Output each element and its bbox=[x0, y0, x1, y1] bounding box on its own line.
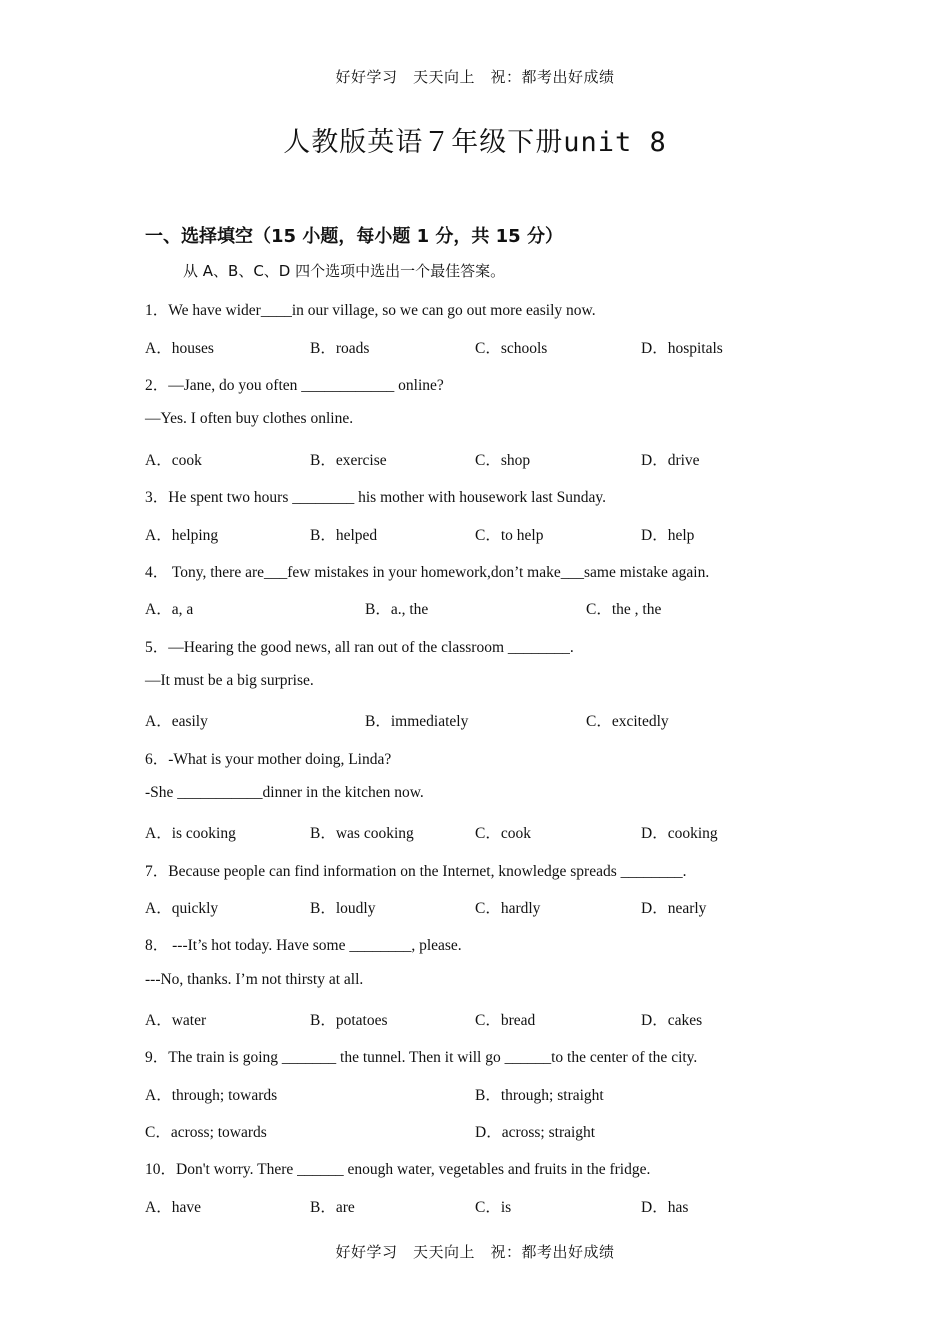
question-4-stem: 4． Tony, there are___few mistakes in your homework,don’t make___same mistake again. bbox=[145, 564, 710, 581]
q10-option-a[interactable]: A．have bbox=[145, 1199, 201, 1216]
q2-option-c[interactable]: C．shop bbox=[475, 452, 531, 469]
q10-option-d[interactable]: D．has bbox=[641, 1199, 689, 1216]
q9-option-b[interactable]: B．through; straight bbox=[475, 1087, 604, 1104]
q7-option-b[interactable]: B．loudly bbox=[310, 900, 376, 917]
instruction: 从 A、B、C、D 四个选项中选出一个最佳答案。 bbox=[183, 262, 506, 280]
q4-option-b[interactable]: B．a., the bbox=[365, 601, 429, 618]
question-2-dialogue: —Yes. I often buy clothes online. bbox=[145, 410, 354, 427]
title-chinese: 人教版英语７年级下册 bbox=[283, 127, 564, 158]
q10-option-c[interactable]: C．is bbox=[475, 1199, 512, 1216]
q8-option-b[interactable]: B．potatoes bbox=[310, 1012, 388, 1029]
q2-option-d[interactable]: D．drive bbox=[641, 452, 700, 469]
question-6-stem: 6．-What is your mother doing, Linda? bbox=[145, 751, 392, 768]
q9-option-c[interactable]: C．across; towards bbox=[145, 1124, 267, 1141]
q10-option-b[interactable]: B．are bbox=[310, 1199, 355, 1216]
q5-option-a[interactable]: A．easily bbox=[145, 713, 208, 730]
q2-option-a[interactable]: A．cook bbox=[145, 452, 202, 469]
q4-option-a[interactable]: A．a, a bbox=[145, 601, 194, 618]
q6-option-b[interactable]: B．was cooking bbox=[310, 825, 414, 842]
q6-option-c[interactable]: C．cook bbox=[475, 825, 531, 842]
question-7-stem: 7．Because people can find information on the Internet, knowledge spreads ________. bbox=[145, 863, 687, 880]
title-unit: unit 8 bbox=[563, 127, 667, 158]
page-header: 好好学习 天天向上 祝：都考出好成绩 bbox=[335, 68, 615, 86]
question-1-stem: 1．We have wider____in our village, so we can go out more easily now. bbox=[145, 302, 596, 319]
q8-option-c[interactable]: C．bread bbox=[475, 1012, 536, 1029]
q3-option-d[interactable]: D．help bbox=[641, 527, 695, 544]
question-9-stem: 9．The train is going _______ the tunnel. Then it will go ______to the center of the city. bbox=[145, 1049, 698, 1066]
q3-option-c[interactable]: C．to help bbox=[475, 527, 544, 544]
question-8-stem: 8． ---It’s hot today. Have some ________, please. bbox=[145, 937, 462, 954]
q1-option-a[interactable]: A．houses bbox=[145, 340, 214, 357]
q1-option-c[interactable]: C．schools bbox=[475, 340, 548, 357]
page-title bbox=[0, 120, 950, 159]
q1-option-b[interactable]: B．roads bbox=[310, 340, 370, 357]
q6-option-d[interactable]: D．cooking bbox=[641, 825, 718, 842]
q1-option-d[interactable]: D．hospitals bbox=[641, 340, 723, 357]
question-3-stem: 3．He spent two hours ________ his mother with housework last Sunday. bbox=[145, 489, 606, 506]
q3-option-a[interactable]: A．helping bbox=[145, 527, 219, 544]
q5-option-b[interactable]: B．immediately bbox=[365, 713, 469, 730]
q9-option-a[interactable]: A．through; towards bbox=[145, 1087, 278, 1104]
question-2-stem: 2．—Jane, do you often ____________ online? bbox=[145, 377, 444, 394]
q8-option-d[interactable]: D．cakes bbox=[641, 1012, 703, 1029]
question-8-dialogue: ---No, thanks. I’m not thirsty at all. bbox=[145, 971, 364, 988]
q9-option-d[interactable]: D．across; straight bbox=[475, 1124, 596, 1141]
q8-option-a[interactable]: A．water bbox=[145, 1012, 207, 1029]
question-5-stem: 5．—Hearing the good news, all ran out of the classroom ________. bbox=[145, 639, 574, 656]
q2-option-b[interactable]: B．exercise bbox=[310, 452, 387, 469]
q6-option-a[interactable]: A．is cooking bbox=[145, 825, 236, 842]
question-5-dialogue: —It must be a big surprise. bbox=[145, 672, 314, 689]
q3-option-b[interactable]: B．helped bbox=[310, 527, 378, 544]
q7-option-c[interactable]: C．hardly bbox=[475, 900, 541, 917]
q5-option-c[interactable]: C．excitedly bbox=[586, 713, 669, 730]
q7-option-a[interactable]: A．quickly bbox=[145, 900, 219, 917]
section-title: 一、选择填空（15 小题，每小题 1 分，共 15 分） bbox=[145, 226, 563, 247]
question-10-stem: 10．Don't worry. There ______ enough water, vegetables and fruits in the fridge. bbox=[145, 1161, 651, 1178]
question-6-dialogue: -She ___________dinner in the kitchen now. bbox=[145, 784, 424, 801]
q7-option-d[interactable]: D．nearly bbox=[641, 900, 707, 917]
page-footer: 好好学习 天天向上 祝：都考出好成绩 bbox=[335, 1243, 615, 1261]
q4-option-c[interactable]: C．the , the bbox=[586, 601, 662, 618]
